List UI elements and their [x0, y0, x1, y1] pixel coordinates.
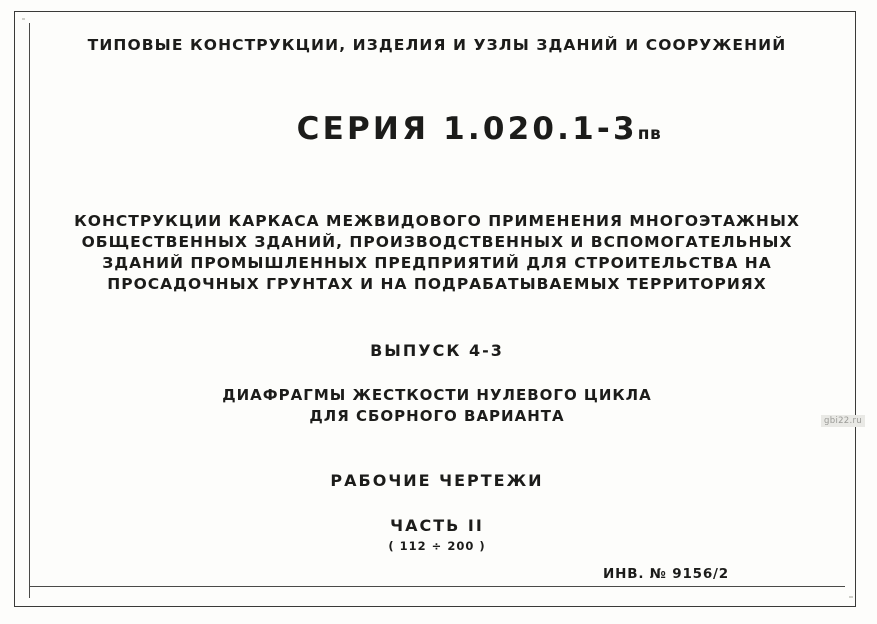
subtitle-block — [29, 385, 845, 427]
series-number: СЕРИЯ 1.020.1-3 — [296, 111, 638, 147]
document-header: ТИПОВЫЕ КОНСТРУКЦИИ, ИЗДЕЛИЯ И УЗЛЫ ЗДАНИЙ И СООРУЖЕНИЙ — [87, 36, 787, 54]
inventory-number: ИНВ. № 9156/2 — [603, 566, 729, 582]
description-line-2: ОБЩЕСТВЕННЫХ ЗДАНИЙ, ПРОИЗВОДСТВЕННЫХ И ВСПОМОГАТЕЛЬНЫХ — [81, 233, 793, 251]
part-range-label: ( 112 ÷ 200 ) — [388, 539, 486, 553]
issue-label: ВЫПУСК 4-3 — [370, 341, 504, 360]
description-line-1: КОНСТРУКЦИИ КАРКАСА МЕЖВИДОВОГО ПРИМЕНЕНИЯ МНОГОЭТАЖНЫХ — [74, 212, 800, 230]
document-type-label: РАБОЧИЕ ЧЕРТЕЖИ — [330, 471, 544, 490]
description-line-3: ЗДАНИЙ ПРОМЫШЛЕННЫХ ПРЕДПРИЯТИЙ ДЛЯ СТРОИТЕЛЬСТВА НА — [102, 254, 772, 272]
title-block — [29, 23, 845, 598]
subtitle-line-1: ДИАФРАГМЫ ЖЕСТКОСТИ НУЛЕВОГО ЦИКЛА — [222, 386, 652, 404]
description-block — [29, 211, 845, 295]
part-label: ЧАСТЬ II — [390, 516, 484, 535]
series-title — [29, 75, 845, 183]
description-line-4: ПРОСАДОЧНЫХ ГРУНТАХ И НА ПОДРАБАТЫВАЕМЫХ ТЕРРИТОРИЯХ — [107, 275, 767, 293]
series-suffix: пв — [637, 124, 662, 144]
watermark-label: gbi22.ru — [821, 415, 865, 427]
scan-speck — [22, 18, 25, 20]
subtitle-line-2: ДЛЯ СБОРНОГО ВАРИАНТА — [309, 407, 565, 425]
scan-speck — [849, 596, 853, 598]
